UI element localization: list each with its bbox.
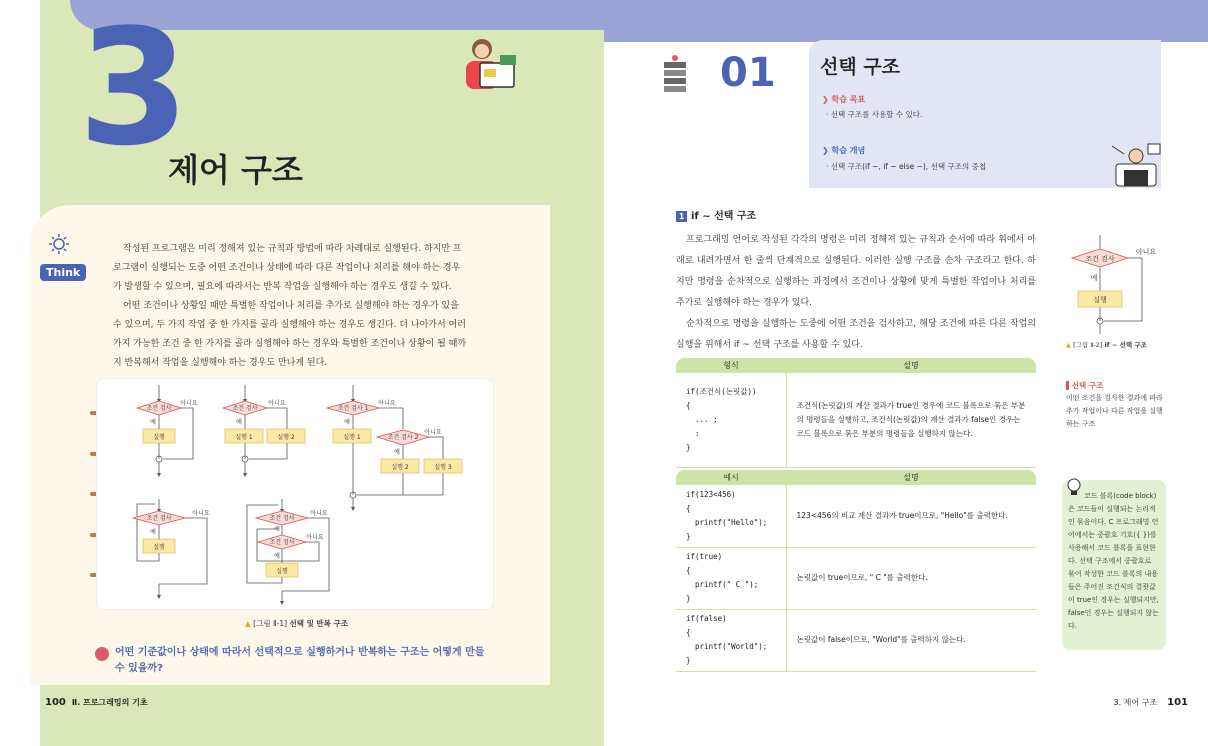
section-number: 01	[720, 50, 776, 96]
desc-cell: 논릿값이 true이므로, " C "를 출력한다.	[786, 547, 1036, 609]
page-chapter: 3. 제어 구조	[1113, 698, 1158, 707]
flow-label: 예	[1090, 274, 1098, 282]
flow-label: 아니요	[378, 400, 396, 407]
desc-cell: 123<456의 비교 계산 결과가 true이므로, "Hello"를 출력한다.	[786, 485, 1036, 547]
figure-caption-text: 선택 및 반복 구조	[289, 619, 349, 628]
table-header: 형식	[676, 358, 786, 373]
flow-label: 실행	[153, 544, 165, 551]
tip-text: 코드 블록(code block)은 코드들이 실행되는 논리적인 묶음이다. C 프로그래밍 언어에서는 중괄호 기호({ })를 사용해서 코드 블록을 표현한다. 선택 구조에서 중괄호로 묶어 작성한 코드 블록의 내용들은 주어진 조건식의 결괏값이 true인 경우는 실행되지만, false인 경우는 실행되지 않는다.	[1068, 492, 1159, 630]
figure-caption-label: [그림 Ⅱ-1]	[253, 619, 288, 628]
side-caption-text: if ~ 선택 구조	[1104, 341, 1147, 349]
right-page	[604, 0, 1208, 746]
question-body: 어떤 기준값이나 상태에 따라서 선택적으로 실행하거나 반복하는 구조는 어떻게 만들 수 있을까?	[115, 647, 485, 674]
flow-label: 실행 2	[277, 434, 295, 441]
person-at-computer-icon	[1110, 142, 1162, 188]
chapter-number: 3	[78, 0, 190, 181]
intro-paragraph: 어떤 조건이나 상황일 때만 특별한 작업이나 처리를 추가로 실행해야 하는 경우가 있을 수 있으며, 두 가지 작업 중 한 가지를 골라 실행해야 하는 경우도 생긴다. 더 나아가서 여러 가지 가능한 조건 중 한 가지를 골라 실행해야 하는 경우와 특별한 조건이나 상황이 될 때까지 반복해서 작업을 실행해야 하는 경우도 만나게 된다.	[113, 301, 467, 368]
flow-label: 조건 검사	[146, 405, 172, 412]
flow-label: 아니요	[180, 400, 198, 407]
syntax-table	[676, 358, 1036, 468]
example-table	[676, 470, 1036, 672]
flow-label: 조건 검사	[1085, 255, 1115, 263]
goal-text: · 선택 구조를 사용할 수 있다.	[826, 110, 923, 119]
flow-label: 예	[150, 529, 156, 536]
flow-label: 실행 1	[343, 434, 361, 441]
table-header: 설명	[786, 470, 1036, 485]
flowchart-diagram	[97, 379, 495, 611]
desc-cell: 조건식(논릿값)의 계산 결과가 true인 경우에 코드 블록으로 묶은 부분의 명령들을 실행하고, 조건식(논릿값)의 계산 결과가 false인 경우는 코드 블록으로 묶은 부분의 명령들을 실행하지 않는다.	[786, 373, 1036, 467]
flow-label: 아니요	[306, 534, 324, 541]
table-row	[676, 373, 1036, 467]
concept-heading: ❯ 학습 개념	[822, 146, 866, 155]
intro-text	[113, 240, 468, 373]
flow-label: 아니요	[268, 400, 286, 407]
flow-label: 예	[236, 419, 242, 426]
table-header: 설명	[786, 358, 1036, 373]
triangle-icon: ▲	[245, 619, 251, 628]
flow-label: 조건 검사 2	[387, 434, 419, 441]
flow-label: 실행 2	[391, 464, 409, 471]
flow-label: 아니요	[424, 429, 442, 436]
table-row	[676, 547, 1036, 609]
table-row	[676, 485, 1036, 547]
flow-label: 조건 검사	[146, 515, 172, 522]
subsection-heading	[676, 207, 756, 222]
intro-paragraph: 작성된 프로그램은 미리 정해져 있는 규칙과 방법에 따라 차례대로 실행된다. 하지만 프로그램이 실행되는 도중 어떤 조건이나 상태에 따라 다른 작업이나 처리를 해야 하는 경우가 발생할 수 있으며, 필요에 따라서는 반복 작업을 실행해야 하는 경우도 생길 수 있다.	[113, 244, 462, 292]
tip-box	[1062, 480, 1166, 650]
code-cell: if(조건식(논릿값)) { ... ; : }	[676, 373, 786, 467]
flow-label: 예	[150, 419, 156, 426]
body-paragraph: 프로그래밍 언어로 작성된 각각의 명령은 미리 정해져 있는 규칙과 순서에 따라 위에서 아래로 내려가면서 한 줄씩 단계적으로 실행된다. 이러한 실행 구조를 순차 구조라고 한다. 하지만 명령을 순차적으로 실행하는 과정에서 조건이나 상황에 맞게 특별한 작업이나 처리를 추가로 실행해야 하는 경우가 있다.	[676, 235, 1036, 308]
flow-label: 예	[394, 449, 400, 456]
concept-heading-text: 학습 개념	[831, 146, 866, 155]
think-badge: Think	[40, 264, 86, 281]
desc-cell: 논릿값이 false이므로, "World"를 출력하지 않는다.	[786, 609, 1036, 671]
side-figure-caption	[1066, 340, 1147, 349]
flow-label: 예	[274, 526, 280, 533]
flow-label: 실행 1	[235, 434, 253, 441]
goal-heading-text: 학습 목표	[831, 95, 866, 104]
page-section: Ⅱ. 프로그래밍의 기초	[71, 698, 148, 707]
section-title: 선택 구조	[820, 56, 901, 78]
subsection-title: if ~ 선택 구조	[691, 211, 757, 222]
page-number: 100	[45, 697, 66, 708]
flow-label: 아니요	[192, 510, 210, 517]
flowchart-figure	[96, 378, 494, 610]
flow-label: 실행	[1093, 296, 1107, 304]
flow-label: 실행 3	[434, 464, 452, 471]
flow-label: 실행	[153, 434, 165, 441]
code-cell: if(123<456) { printf("Hello"); }	[676, 485, 786, 547]
question-text	[95, 645, 495, 677]
table-header: 예시	[676, 470, 786, 485]
glossary-text: 어떤 조건을 검사한 결과에 따라 추가 작업이나 다른 작업을 실행하는 구조	[1066, 394, 1163, 428]
body-text	[676, 230, 1036, 356]
flow-label: 예	[344, 419, 350, 426]
concept-text: · 선택 구조(if ~, if ~ else ~), 선택 구조의 중첩	[826, 162, 987, 171]
code-cell: if(false) { printf("World"); }	[676, 609, 786, 671]
glossary-heading: ▌선택 구조	[1066, 381, 1104, 390]
flow-label: 조건 검사	[232, 405, 258, 412]
chapter-title: 제어 구조	[168, 151, 303, 189]
subsection-number: 1	[676, 211, 687, 222]
person-with-laptop-icon	[452, 35, 524, 95]
if-flowchart	[1066, 235, 1164, 335]
table-row	[676, 609, 1036, 671]
flow-label: 예	[274, 553, 280, 560]
glossary-heading-text: 선택 구조	[1071, 381, 1104, 390]
body-paragraph: 순차적으로 명령을 실행하는 도중에 어떤 조건을 검사하고, 해당 조건에 따른 다른 작업의 실행을 위해서 if ~ 선택 구조를 사용할 수 있다.	[676, 319, 1036, 350]
page-number: 101	[1167, 697, 1188, 708]
code-cell: if(true) { printf(" C "); }	[676, 547, 786, 609]
server-stack-icon	[664, 54, 686, 92]
blue-band	[604, 0, 1208, 42]
flow-label: 조건 검사	[269, 515, 295, 522]
page-footer-left	[45, 697, 148, 708]
lightbulb-icon	[48, 233, 70, 255]
page-footer-right	[1113, 697, 1188, 708]
flow-label: 조건 검사	[269, 539, 295, 546]
flow-label: 아니요	[310, 510, 328, 517]
goal-heading: ❯ 학습 목표	[822, 95, 866, 104]
figure-caption	[245, 618, 348, 629]
flow-label: 조건 검사 1	[337, 405, 369, 412]
flow-label: 아니요	[1135, 248, 1157, 256]
lightbulb-icon	[1066, 478, 1082, 496]
side-caption-label: [그림 Ⅱ-2]	[1073, 341, 1103, 349]
flow-label: 실행	[276, 568, 288, 575]
triangle-icon: ▲	[1066, 341, 1071, 349]
